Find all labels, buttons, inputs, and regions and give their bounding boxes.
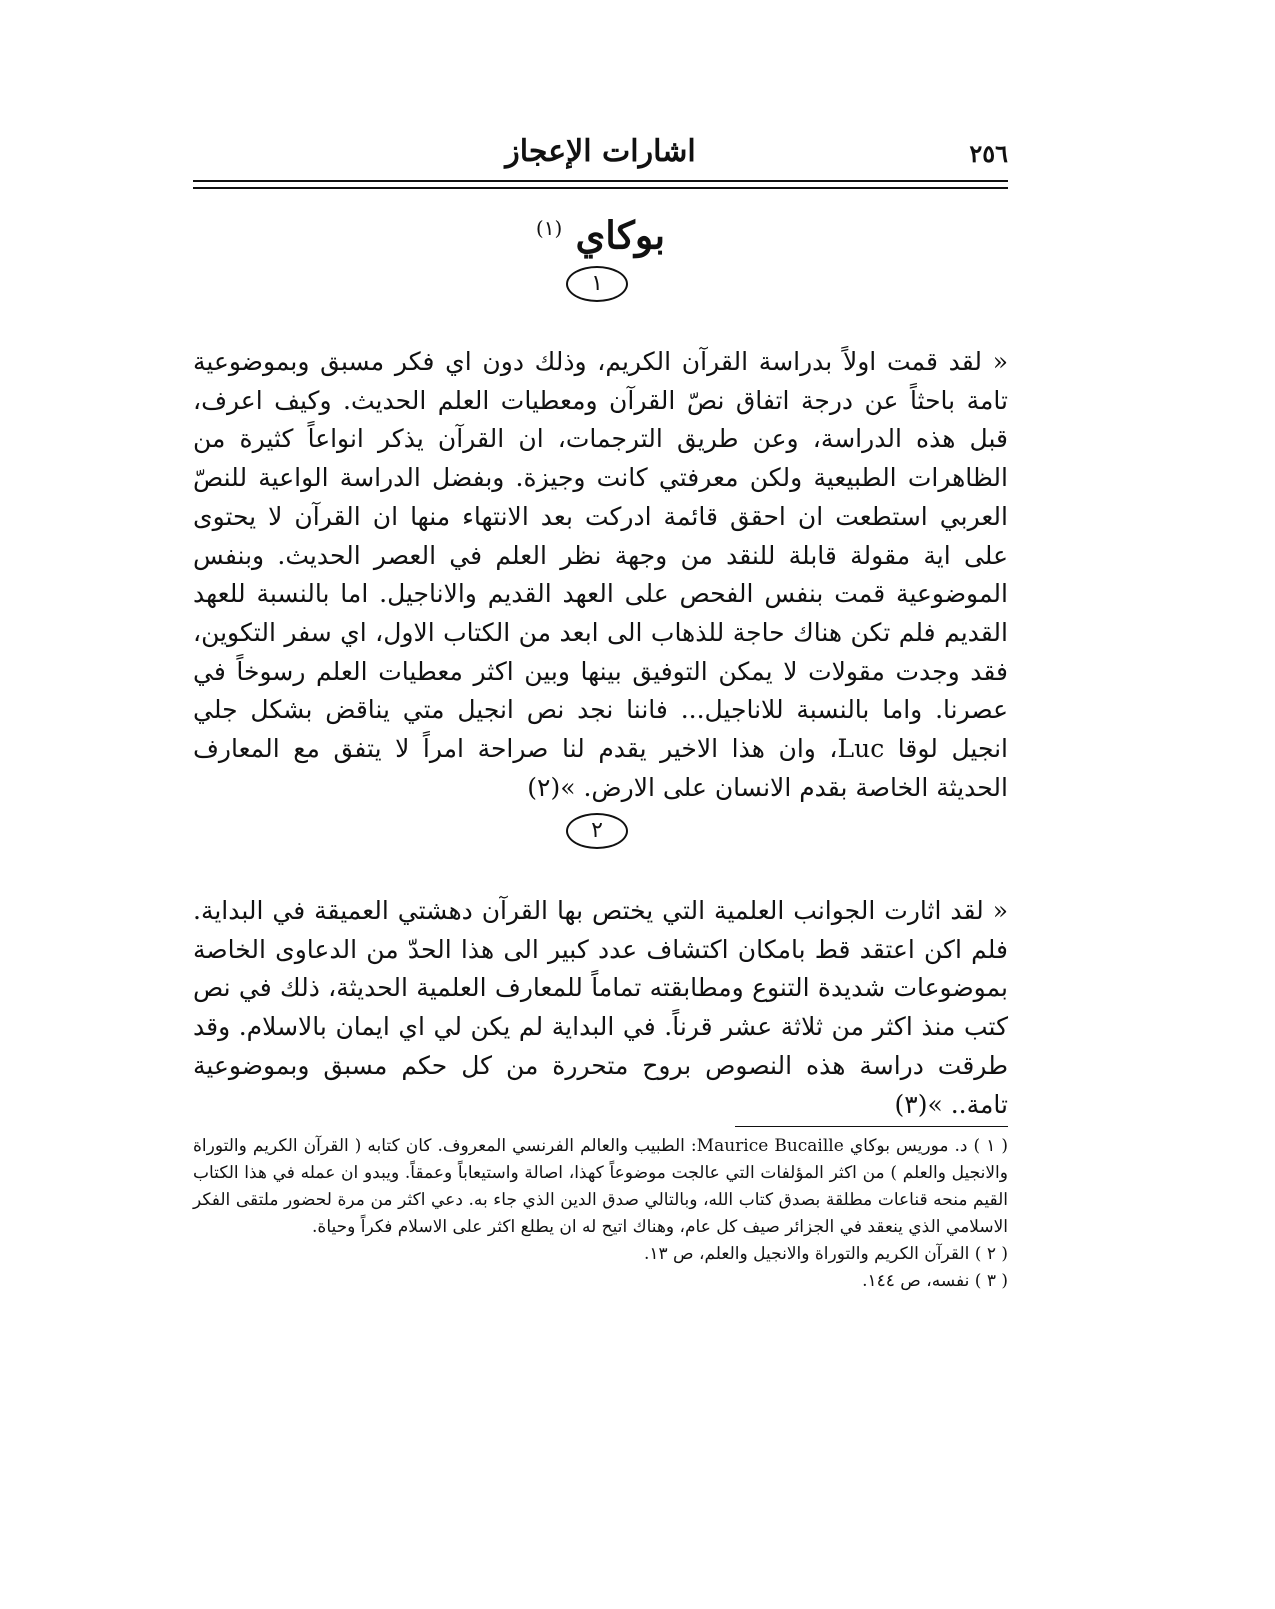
- footnote-2: [193, 1241, 1008, 1268]
- page-number: ٢٥٦: [969, 139, 1008, 168]
- footnote-marker: ( ١ ): [973, 1136, 1009, 1156]
- part-number-badge-1: ١: [566, 266, 628, 302]
- page-header: [193, 130, 1008, 178]
- footnote-marker: ( ٢ ): [974, 1244, 1008, 1264]
- quote-paragraph-1: « لقد قمت اولاً بدراسة القرآن الكريم، وذلك دون اي فكر مسبق وبموضوعية تامة باحثاً عن درجة اتفاق نصّ القرآن ومعطيات العلم الحديث. وكيف اعرف، قبل هذه الدراسة، وعن طريق الترجمات، ان القرآن يذكر انواعاً كثيرة من الظاهرات الطبيعية ولكن معرفتي كانت وجيزة. وبفضل الدراسة الواعية للنصّ العربي استطعت ان احقق قائمة ادركت بعد الانتهاء منها ان القرآن لا يحتوى على اية مقولة قابلة للنقد من وجهة نظر العلم في العصر الحديث. وبنفس الموضوعية قمت بنفس الفحص على العهد القديم والاناجيل. اما بالنسبة للعهد القديم فلم تكن هناك حاجة للذهاب الى ابعد من الكتاب الاول، اي سفر التكوين، فقد وجدت مقولات لا يمكن التوفيق بينها وبين اكثر معطيات العلم رسوخاً في عصرنا. واما بالنسبة للاناجيل... فاننا نجد نص انجيل متي يناقض بشكل جلي انجيل لوقا Luc، وان هذا الاخير يقدم لنا صراحة امراً لا يتفق مع المعارف الحديثة الخاصة بقدم الانسان على الارض. »(٢): [193, 347, 1008, 802]
- footnote-separator: [735, 1126, 1008, 1127]
- section-title-text: بوكاي: [575, 212, 666, 258]
- footnote-3: [193, 1268, 1008, 1295]
- footnote-text: : الطبيب والعالم الفرنسي المعروف. كان كتابه ( القرآن الكريم والتوراة والانجيل والعلم ) من اكثر المؤلفات التي عالجت موضوعاً كهذا، اصالة واستيعاباً وعمقاً. ويبدو ان عمله في هذا الكتاب القيم منحه قناعات مطلقة بصدق كتاب الله، وبالتالي صدق الدين الذي جاء به. دعي اكثر من مرة لحضور ملتقى الفكر الاسلامي الذي ينعقد في الجزائر صيف كل عام، وهناك اتيح له ان يطلع اكثر على الاسلام فكراً وحياة.: [193, 1136, 1008, 1237]
- part-number-badge-2: ٢: [566, 813, 628, 849]
- footnote-latin-name: Maurice Bucaille: [696, 1136, 844, 1156]
- footnote-marker: ( ٣ ): [974, 1271, 1008, 1291]
- footnote-lead: د. موريس بوكاي: [849, 1136, 968, 1156]
- section-title: [193, 200, 1008, 264]
- header-double-rule: [193, 180, 1008, 189]
- quote-paragraph-2: « لقد اثارت الجوانب العلمية التي يختص بها القرآن دهشتي العميقة في البداية. فلم اكن اعتقد قط بامكان اكتشاف عدد كبير الى هذا الحدّ من الدعاوى الخاصة بموضوعات شديدة التنوع ومطابقته تماماً للمعارف العلمية الحديثة، ذلك في نص كتب منذ اكثر من ثلاثة عشر قرناً. في البداية لم يكن لي اي ايمان بالاسلام. وقد طرقت دراسة هذه النصوص بروح متحررة من كل حكم مسبق وبموضوعية تامة.. »(٣): [193, 896, 1008, 1119]
- running-title: اشارات الإعجاز: [505, 134, 696, 169]
- footnotes: [193, 1133, 1008, 1295]
- footnote-1: [193, 1133, 1008, 1241]
- section-title-note-marker: (١): [535, 216, 563, 240]
- footnote-text: نفسه، ص ١٤٤.: [862, 1271, 970, 1291]
- footnote-text: القرآن الكريم والتوراة والانجيل والعلم، ص ١٣.: [643, 1244, 970, 1264]
